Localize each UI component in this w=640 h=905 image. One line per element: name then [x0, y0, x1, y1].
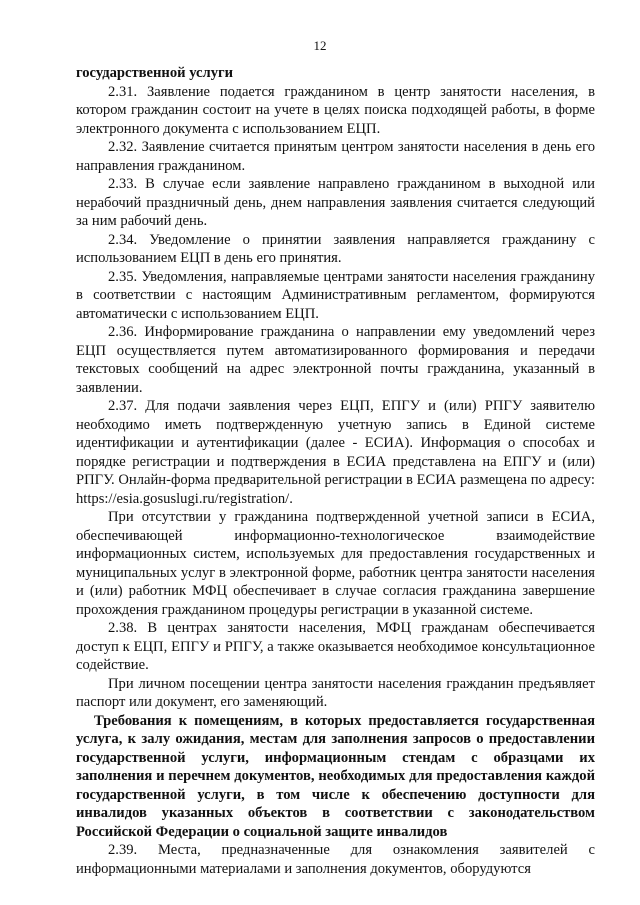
- paragraph-2-38: 2.38. В центрах занятости населения, МФЦ гражданам обеспечивается доступ к ЕЦП, ЕПГУ и РПГУ, а также оказывается необходимое консультационное содействие.: [76, 620, 595, 673]
- paragraph-2-33: 2.33. В случае если заявление направлено гражданином в выходной или нерабочий праздничный день, днем направления заявления считается следующий за ним рабочий день.: [76, 176, 595, 229]
- paragraph-2-34: 2.34. Уведомление о принятии заявления направляется гражданину с использованием ЕЦП в день его принятия.: [76, 231, 595, 266]
- paragraph-2-36: 2.36. Информирование гражданина о направлении ему уведомлений через ЕЦП осуществляется путем автоматизированного формирования и передачи текстовых сообщений на адрес электронной почты гражданина, указанный в заявлении.: [76, 324, 595, 396]
- paragraph-2-32: 2.32. Заявление считается принятым центром занятости населения в день его направления гражданином.: [76, 139, 595, 174]
- section-heading-premises: Требования к помещениям, в которых предоставляется государственная услуга, к залу ожидания, местам для заполнения запросов о предоставлении государственной услуги, информационным стендам с образцами их заполнения и перечнем документов, необходимых для предоставления каждой государственной услуги, в том числе к обеспечению доступности для инвалидов указанных объектов в соответствии с законодательством Российской Федерации о социальной защите инвалидов: [76, 712, 595, 840]
- paragraph-2-39: 2.39. Места, предназначенные для ознакомления заявителей с информационными материалами и заполнения документов, оборудуются: [76, 842, 595, 877]
- paragraph-personal-visit: При личном посещении центра занятости населения гражданин предъявляет паспорт или документ, его заменяющий.: [76, 675, 595, 710]
- paragraph-2-31: 2.31. Заявление подается гражданином в центр занятости населения, в котором гражданин состоит на учете в целях поиска подходящей работы, в форме электронного документа с использованием ЕЦП.: [76, 83, 595, 137]
- paragraph-2-37: 2.37. Для подачи заявления через ЕЦП, ЕПГУ и (или) РПГУ заявителю необходимо иметь подтвержденную учетную запись в Единой системе идентификации и аутентификации (далее - ЕСИА). Информация о способах и порядке регистрации и подтверждения в ЕСИА представлена на ЕПГУ и (или) РПГУ. Онлайн-форма предварительной регистрации в ЕСИА размещена по адресу: https://esia.gosuslugi.ru/registration/.: [76, 398, 595, 507]
- page-number: 12: [313, 38, 327, 53]
- paragraph-esia-absence: При отсутствии у гражданина подтвержденной учетной записи в ЕСИА, обеспечивающей информационно-технологическое взаимодействие информационных систем, используемых для предоставления государственных и муниципальных услуг в электронной форме, работник центра занятости населения и (или) работник МФЦ обеспечивает в случае согласия гражданина завершение прохождения гражданином процедуры регистрации в указанной системе.: [76, 509, 595, 618]
- section-heading-tail: государственной услуги: [76, 65, 234, 81]
- document-body: [76, 64, 595, 878]
- paragraph-2-35: 2.35. Уведомления, направляемые центрами занятости населения гражданину в соответствии с настоящим Административным регламентом, формируются автоматически с использованием ЕЦП.: [76, 268, 595, 322]
